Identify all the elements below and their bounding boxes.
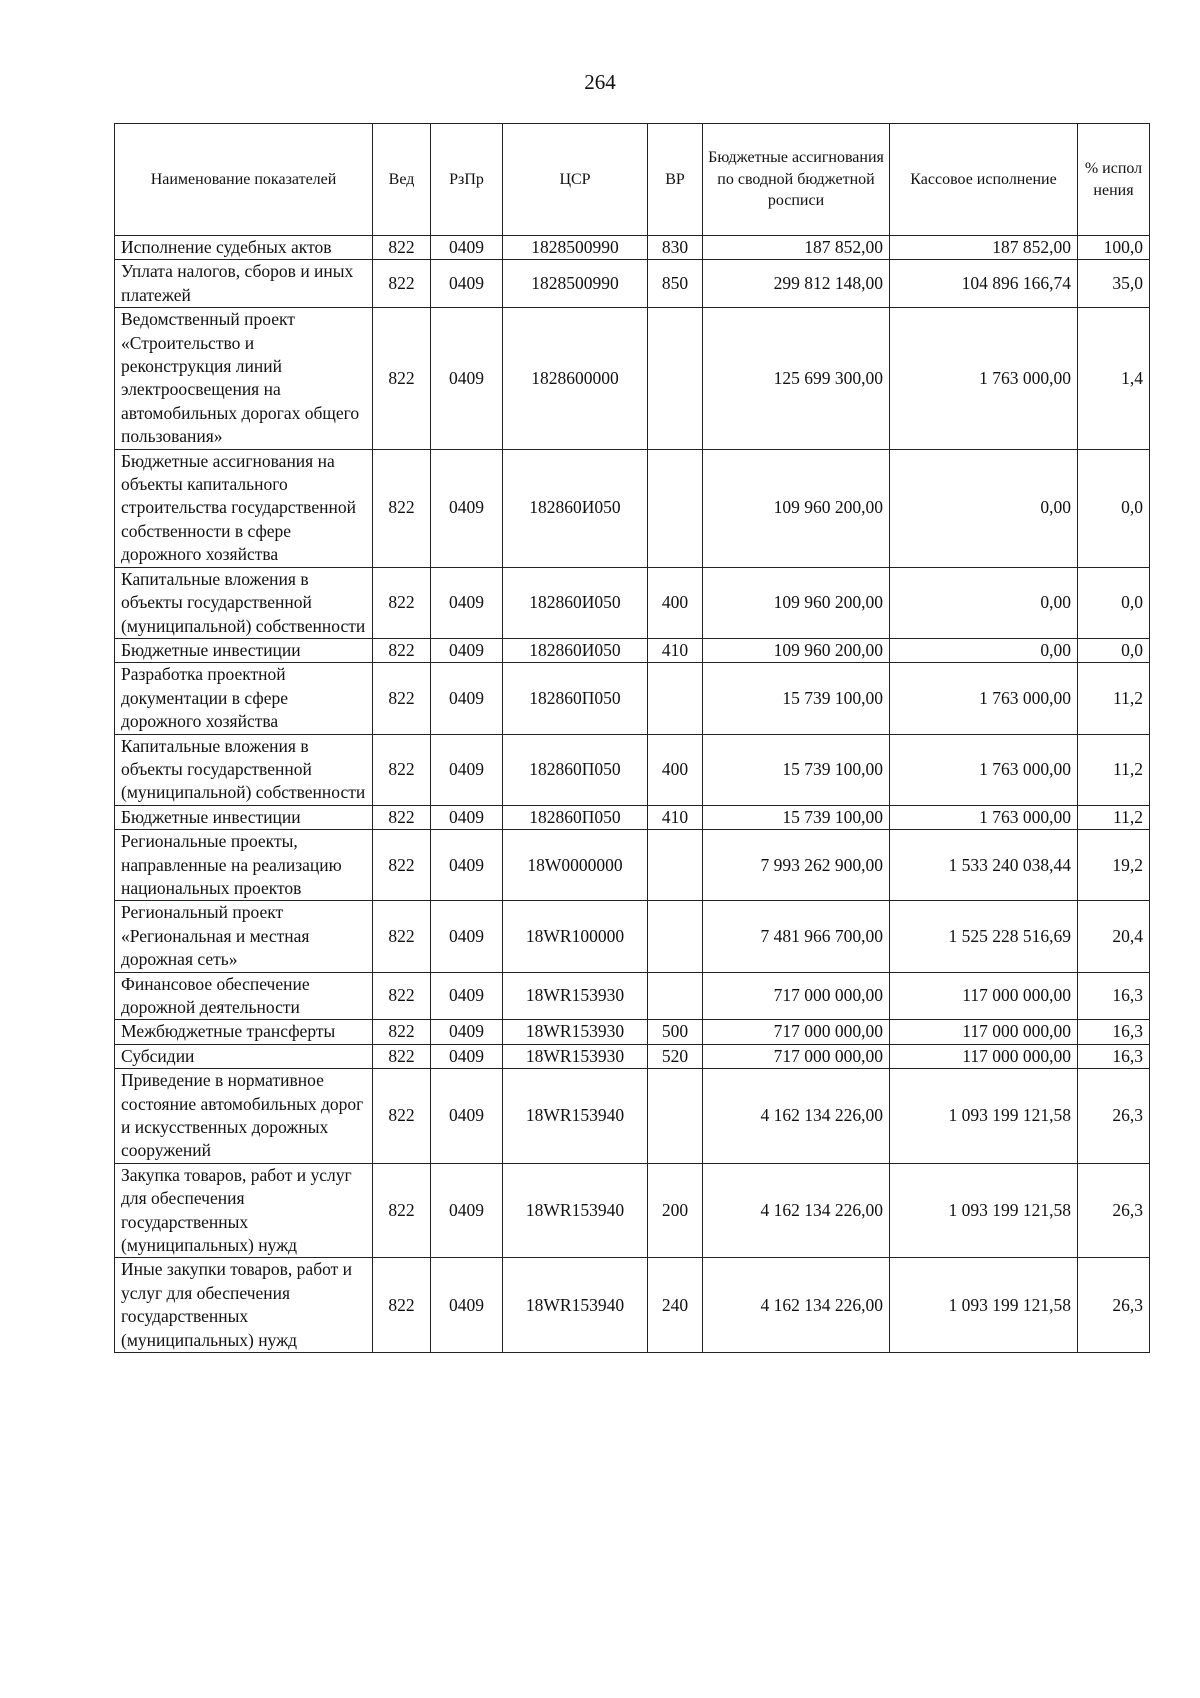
cell-name: Уплата налогов, сборов и иных платежей: [115, 260, 373, 308]
cell-rzpr: 0409: [431, 972, 503, 1020]
cell-cash: 1 763 000,00: [890, 663, 1078, 734]
cell-name: Разработка проектной документации в сфере дорожного хозяйства: [115, 663, 373, 734]
cell-vr: 200: [648, 1163, 703, 1258]
cell-assignments: 15 739 100,00: [703, 663, 890, 734]
table-row: [115, 1020, 1150, 1044]
table-row: [115, 1163, 1150, 1258]
cell-assignments: 4 162 134 226,00: [703, 1163, 890, 1258]
cell-rzpr: 0409: [431, 1258, 503, 1353]
cell-cash: 0,00: [890, 638, 1078, 662]
page-number: 264: [584, 70, 616, 94]
cell-assignments: 15 739 100,00: [703, 734, 890, 805]
cell-cash: 117 000 000,00: [890, 1020, 1078, 1044]
cell-ved: 822: [373, 901, 431, 972]
cell-assignments: 4 162 134 226,00: [703, 1069, 890, 1164]
cell-name: Межбюджетные трансферты: [115, 1020, 373, 1044]
cell-ved: 822: [373, 972, 431, 1020]
cell-percent: 19,2: [1078, 830, 1150, 901]
cell-ved: 822: [373, 1069, 431, 1164]
cell-assignments: 299 812 148,00: [703, 260, 890, 308]
cell-rzpr: 0409: [431, 308, 503, 449]
cell-csr: 182860И050: [503, 567, 648, 638]
cell-csr: 1828600000: [503, 308, 648, 449]
cell-ved: 822: [373, 1258, 431, 1353]
cell-percent: 16,3: [1078, 972, 1150, 1020]
cell-assignments: 125 699 300,00: [703, 308, 890, 449]
cell-ved: 822: [373, 308, 431, 449]
cell-assignments: 7 993 262 900,00: [703, 830, 890, 901]
cell-vr: 410: [648, 638, 703, 662]
cell-rzpr: 0409: [431, 663, 503, 734]
cell-vr: 520: [648, 1044, 703, 1068]
cell-cash: 1 093 199 121,58: [890, 1069, 1078, 1164]
table-body: [115, 236, 1150, 1353]
cell-cash: 1 093 199 121,58: [890, 1258, 1078, 1353]
cell-cash: 117 000 000,00: [890, 972, 1078, 1020]
cell-rzpr: 0409: [431, 449, 503, 567]
cell-cash: 1 525 228 516,69: [890, 901, 1078, 972]
cell-name: Иные закупки товаров, работ и услуг для обеспечения государственных (муниципальных) нужд: [115, 1258, 373, 1353]
cell-percent: 35,0: [1078, 260, 1150, 308]
cell-csr: 18WR153940: [503, 1258, 648, 1353]
cell-csr: 182860И050: [503, 638, 648, 662]
cell-percent: 0,0: [1078, 567, 1150, 638]
cell-ved: 822: [373, 260, 431, 308]
cell-cash: 0,00: [890, 567, 1078, 638]
cell-ved: 822: [373, 663, 431, 734]
cell-ved: 822: [373, 830, 431, 901]
cell-percent: 20,4: [1078, 901, 1150, 972]
cell-csr: 182860И050: [503, 449, 648, 567]
header-ved: Вед: [373, 124, 431, 236]
cell-ved: 822: [373, 734, 431, 805]
cell-name: Бюджетные инвестиции: [115, 638, 373, 662]
cell-cash: 1 763 000,00: [890, 734, 1078, 805]
cell-csr: 18WR153940: [503, 1163, 648, 1258]
cell-rzpr: 0409: [431, 1069, 503, 1164]
cell-rzpr: 0409: [431, 638, 503, 662]
cell-rzpr: 0409: [431, 1163, 503, 1258]
cell-vr: [648, 1069, 703, 1164]
cell-rzpr: 0409: [431, 236, 503, 260]
cell-percent: 26,3: [1078, 1163, 1150, 1258]
cell-name: Региональные проекты, направленные на реализацию национальных проектов: [115, 830, 373, 901]
cell-name: Субсидии: [115, 1044, 373, 1068]
cell-vr: [648, 449, 703, 567]
cell-cash: 1 763 000,00: [890, 805, 1078, 829]
header-percent: % испол нения: [1078, 124, 1150, 236]
cell-cash: 104 896 166,74: [890, 260, 1078, 308]
table-header-row: [115, 124, 1150, 236]
cell-rzpr: 0409: [431, 260, 503, 308]
cell-csr: 182860П050: [503, 805, 648, 829]
cell-csr: 18WR153940: [503, 1069, 648, 1164]
cell-name: Финансовое обеспечение дорожной деятельности: [115, 972, 373, 1020]
cell-cash: 1 763 000,00: [890, 308, 1078, 449]
cell-vr: [648, 972, 703, 1020]
cell-percent: 1,4: [1078, 308, 1150, 449]
table-row: [115, 901, 1150, 972]
cell-rzpr: 0409: [431, 567, 503, 638]
cell-vr: [648, 663, 703, 734]
table-row: [115, 830, 1150, 901]
cell-cash: 117 000 000,00: [890, 1044, 1078, 1068]
table-row: [115, 1258, 1150, 1353]
budget-table: [114, 123, 1150, 1353]
table-row: [115, 972, 1150, 1020]
cell-ved: 822: [373, 1044, 431, 1068]
cell-vr: 830: [648, 236, 703, 260]
cell-percent: 11,2: [1078, 734, 1150, 805]
cell-rzpr: 0409: [431, 1020, 503, 1044]
cell-name: Ведомственный проект «Строительство и реконструкция линий электроосвещения на автомобильных дорогах общего пользования»: [115, 308, 373, 449]
table-row: [115, 663, 1150, 734]
cell-percent: 16,3: [1078, 1044, 1150, 1068]
cell-vr: [648, 830, 703, 901]
cell-name: Региональный проект «Региональная и местная дорожная сеть»: [115, 901, 373, 972]
cell-csr: 182860П050: [503, 734, 648, 805]
cell-name: Бюджетные ассигнования на объекты капитального строительства государственной собственности в сфере дорожного хозяйства: [115, 449, 373, 567]
cell-vr: 500: [648, 1020, 703, 1044]
table-row: [115, 236, 1150, 260]
cell-csr: 182860П050: [503, 663, 648, 734]
header-name: Наименование показателей: [115, 124, 373, 236]
cell-percent: 100,0: [1078, 236, 1150, 260]
cell-assignments: 7 481 966 700,00: [703, 901, 890, 972]
cell-assignments: 4 162 134 226,00: [703, 1258, 890, 1353]
cell-assignments: 717 000 000,00: [703, 1020, 890, 1044]
cell-cash: 0,00: [890, 449, 1078, 567]
cell-assignments: 109 960 200,00: [703, 638, 890, 662]
cell-ved: 822: [373, 1163, 431, 1258]
cell-assignments: 109 960 200,00: [703, 449, 890, 567]
cell-vr: [648, 901, 703, 972]
cell-assignments: 717 000 000,00: [703, 972, 890, 1020]
cell-vr: 410: [648, 805, 703, 829]
table-row: [115, 1044, 1150, 1068]
cell-csr: 1828500990: [503, 260, 648, 308]
cell-ved: 822: [373, 805, 431, 829]
cell-percent: 11,2: [1078, 805, 1150, 829]
table-row: [115, 260, 1150, 308]
cell-vr: 850: [648, 260, 703, 308]
cell-vr: 400: [648, 567, 703, 638]
table-row: [115, 308, 1150, 449]
cell-assignments: 109 960 200,00: [703, 567, 890, 638]
cell-rzpr: 0409: [431, 1044, 503, 1068]
cell-rzpr: 0409: [431, 830, 503, 901]
cell-percent: 26,3: [1078, 1069, 1150, 1164]
table-row: [115, 734, 1150, 805]
cell-assignments: 717 000 000,00: [703, 1044, 890, 1068]
header-vr: ВР: [648, 124, 703, 236]
header-assignments: Бюджетные ассигнования по сводной бюджетной росписи: [703, 124, 890, 236]
header-csr: ЦСР: [503, 124, 648, 236]
cell-percent: 11,2: [1078, 663, 1150, 734]
table-row: [115, 567, 1150, 638]
header-cash: Кассовое исполнение: [890, 124, 1078, 236]
cell-percent: 0,0: [1078, 449, 1150, 567]
cell-rzpr: 0409: [431, 734, 503, 805]
cell-rzpr: 0409: [431, 901, 503, 972]
cell-percent: 0,0: [1078, 638, 1150, 662]
cell-ved: 822: [373, 236, 431, 260]
cell-name: Капитальные вложения в объекты государственной (муниципальной) собственности: [115, 567, 373, 638]
cell-name: Исполнение судебных актов: [115, 236, 373, 260]
table-row: [115, 638, 1150, 662]
cell-csr: 18WR153930: [503, 1020, 648, 1044]
cell-vr: 240: [648, 1258, 703, 1353]
cell-ved: 822: [373, 449, 431, 567]
cell-assignments: 187 852,00: [703, 236, 890, 260]
cell-percent: 16,3: [1078, 1020, 1150, 1044]
cell-assignments: 15 739 100,00: [703, 805, 890, 829]
cell-csr: 18WR153930: [503, 972, 648, 1020]
cell-rzpr: 0409: [431, 805, 503, 829]
table-row: [115, 1069, 1150, 1164]
cell-name: Закупка товаров, работ и услуг для обеспечения государственных (муниципальных) нужд: [115, 1163, 373, 1258]
cell-csr: 1828500990: [503, 236, 648, 260]
cell-csr: 18WR100000: [503, 901, 648, 972]
cell-csr: 18W0000000: [503, 830, 648, 901]
cell-ved: 822: [373, 638, 431, 662]
cell-ved: 822: [373, 1020, 431, 1044]
table-row: [115, 449, 1150, 567]
cell-name: Приведение в нормативное состояние автомобильных дорог и искусственных дорожных сооружений: [115, 1069, 373, 1164]
cell-name: Капитальные вложения в объекты государственной (муниципальной) собственности: [115, 734, 373, 805]
cell-vr: 400: [648, 734, 703, 805]
cell-cash: 1 533 240 038,44: [890, 830, 1078, 901]
cell-ved: 822: [373, 567, 431, 638]
header-rzpr: РзПр: [431, 124, 503, 236]
cell-percent: 26,3: [1078, 1258, 1150, 1353]
cell-name: Бюджетные инвестиции: [115, 805, 373, 829]
cell-vr: [648, 308, 703, 449]
cell-cash: 1 093 199 121,58: [890, 1163, 1078, 1258]
cell-csr: 18WR153930: [503, 1044, 648, 1068]
cell-cash: 187 852,00: [890, 236, 1078, 260]
table-row: [115, 805, 1150, 829]
